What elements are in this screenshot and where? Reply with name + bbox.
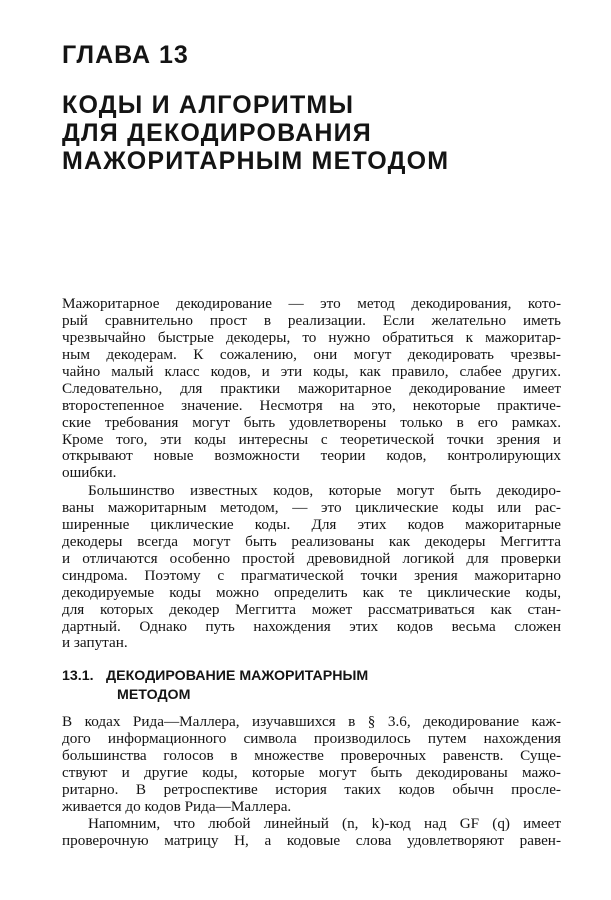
text-line: ские требования могут быть удовлетворены только в его рамках. bbox=[62, 413, 561, 431]
text-line: рый сравнительно прост в реализации. Если желательно иметь bbox=[62, 311, 561, 329]
text-line: В кодах Рида—Маллера, изучавшихся в § 3.6, декодирование каж- bbox=[62, 713, 561, 730]
section-paragraph-1 bbox=[62, 714, 561, 816]
text-line: дого информационного символа производилось путем нахождения bbox=[62, 729, 561, 747]
text-line: Следовательно, для практики мажоритарное декодирование имеет bbox=[62, 379, 561, 397]
text-line: Кроме того, эти коды интересны с теоретической точки зрения и bbox=[62, 430, 561, 448]
text-line: и запутан. bbox=[62, 634, 128, 652]
text-line: чрезвычайно быстрые декодеры, то нужно обратиться к мажоритар- bbox=[62, 328, 561, 346]
text-line: декодируемые коды можно определить как те циклические коды, bbox=[62, 583, 561, 601]
text-line: ритарно. В ретроспективе история таких кодов обычн просле- bbox=[62, 780, 561, 798]
chapter-title bbox=[62, 91, 449, 175]
intro-paragraph-2 bbox=[62, 483, 561, 652]
text-line: Большинство известных кодов, которые могут быть декодиро- bbox=[88, 482, 561, 499]
text-line: декодеры всегда могут быть реализованы как декодеры Меггитта bbox=[62, 532, 561, 550]
text-line: для которых декодер Меггитта может рассматриваться как стан- bbox=[62, 600, 561, 618]
chapter-title-line-3: МАЖОРИТАРНЫМ МЕТОДОМ bbox=[62, 147, 450, 175]
text-line: чайно малый класс кодов, и эти коды, как правило, слабее других. bbox=[62, 362, 561, 380]
text-line: Мажоритарное декодирование — это метод декодирования, кото- bbox=[62, 295, 561, 312]
text-line: открывают новые возможности теории кодов, контролирующих bbox=[62, 447, 561, 465]
intro-paragraph-1 bbox=[62, 296, 561, 482]
text-line: ошибки. bbox=[62, 464, 117, 482]
text-line: большинства голосов в множестве проверочных равенств. Суще- bbox=[62, 746, 561, 764]
text-line: живается до кодов Рида—Маллера. bbox=[62, 797, 292, 815]
text-line: второстепенное значение. Несмотря на это, некоторые практиче- bbox=[62, 396, 561, 414]
text-line: синдрома. Поэтому с прагматической точки зрения мажоритарно bbox=[62, 566, 561, 584]
chapter-title-line-1: КОДЫ И АЛГОРИТМЫ bbox=[62, 91, 355, 119]
text-line: ным декодерам. К сожалению, они могут декодировать чрезвы- bbox=[62, 345, 561, 363]
text-line: ваны мажоритарным методом, — это циклические коды или рас- bbox=[62, 498, 561, 516]
text-line: дартный. Однако путь нахождения этих кодов весьма сложен bbox=[62, 617, 561, 635]
text-line: проверочную матрицу H, а кодовые слова удовлетворяют равен- bbox=[62, 831, 561, 849]
text-line: и отличаются особенно простой древовидной логикой для проверки bbox=[62, 549, 561, 567]
section-number: 13.1. bbox=[62, 668, 94, 684]
section-title-line-1: ДЕКОДИРОВАНИЕ МАЖОРИТАРНЫМ bbox=[106, 668, 369, 684]
text-line: ширенные циклические коды. Для этих кодов мажоритарные bbox=[62, 515, 561, 533]
section-paragraph-2 bbox=[62, 816, 561, 850]
chapter-label: ГЛАВА 13 bbox=[62, 41, 189, 69]
section-title-line-2: МЕТОДОМ bbox=[117, 687, 191, 703]
chapter-title-line-2: ДЛЯ ДЕКОДИРОВАНИЯ bbox=[62, 119, 372, 147]
section-heading bbox=[62, 667, 368, 705]
text-line: ствуют и другие коды, которые могут быть декодированы мажо- bbox=[62, 763, 561, 781]
text-line: Напомним, что любой линейный (n, k)-код над GF (q) имеет bbox=[88, 815, 561, 832]
